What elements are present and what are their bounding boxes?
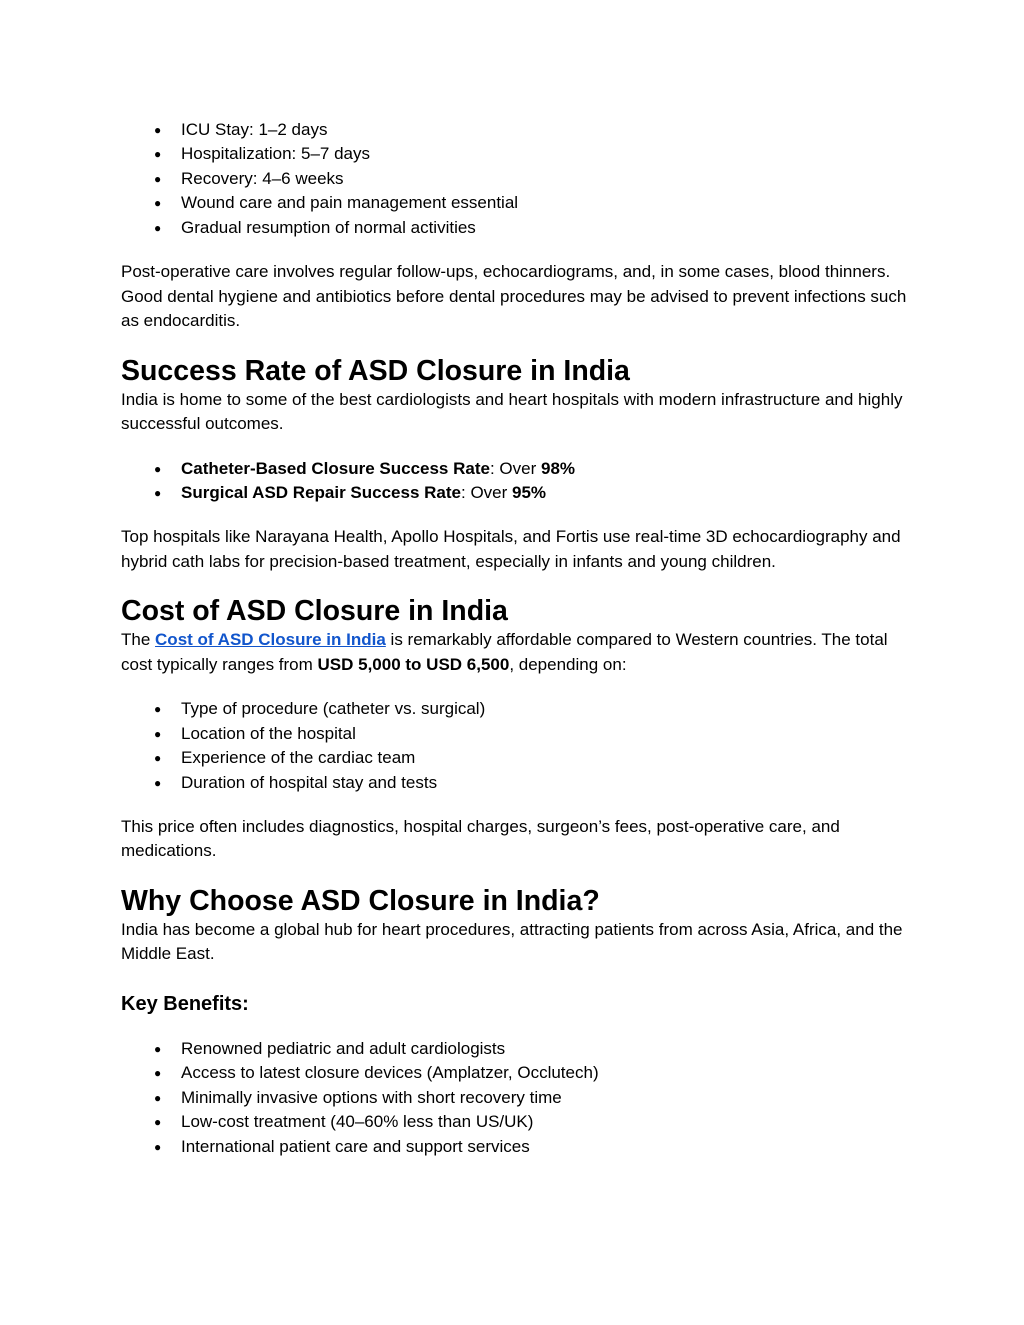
list-item: ● Minimally invasive options with short recovery time [121,1086,911,1110]
list-item: ● Experience of the cardiac team [121,746,911,770]
cost-heading: Cost of ASD Closure in India [121,595,508,628]
bullet-icon: ● [154,1115,162,1130]
cost-range: USD 5,000 to USD 6,500 [317,654,510,674]
bullet-icon: ● [154,220,162,235]
document-page [121,118,911,1159]
list-item: ● Location of the hospital [121,722,911,746]
list-item: ● Gradual resumption of normal activities [121,216,911,240]
bullet-icon: ● [154,123,162,137]
why-intro-paragraph: India has become a global hub for heart procedures, attracting patients from across Asia, Africa, and the Middle East. [121,919,903,964]
success-rate-list [121,457,911,506]
list-item: ● Renowned pediatric and adult cardiologists [121,1037,911,1061]
bullet-icon: ● [154,171,162,186]
bullet-icon: ● [154,1041,162,1056]
list-item: ● Wound care and pain management essential [121,191,911,215]
hospitals-paragraph: Top hospitals like Narayana Health, Apollo Hospitals, and Fortis use real-time 3D echocardiography and hybrid cath labs for precision-based treatment, especially in infants and young children. [121,527,901,571]
bullet-icon: ● [154,147,162,162]
bullet-icon: ● [154,196,162,211]
cost-factors-list [121,697,911,795]
success-rate-heading: Success Rate of ASD Closure in India [121,354,630,387]
list-item: ● Hospitalization: 5–7 days [121,142,911,166]
why-heading: Why Choose ASD Closure in India? [121,884,600,917]
bullet-icon: ● [154,1139,162,1154]
cost-includes-paragraph: This price often includes diagnostics, hospital charges, surgeon’s fees, post-operative care, and medications. [121,816,840,861]
bullet-icon: ● [154,1066,162,1081]
list-item: ● Low-cost treatment (40–60% less than US/UK) [121,1110,911,1134]
bullet-icon: ● [154,726,162,741]
bullet-icon: ● [154,775,162,790]
recovery-list [121,118,911,240]
bullet-icon: ● [154,751,162,766]
bullet-icon: ● [154,1090,162,1105]
list-item: ● Type of procedure (catheter vs. surgical) [121,697,911,721]
list-item: ● Access to latest closure devices (Amplatzer, Occlutech) [121,1061,911,1085]
key-benefits-heading: Key Benefits: [121,992,249,1015]
benefits-list [121,1037,911,1159]
cost-link[interactable]: Cost of ASD Closure in India [155,630,386,650]
list-item: ● ICU Stay: 1–2 days [121,118,911,142]
bullet-icon: ● [154,461,162,476]
list-item: ● International patient care and support services [121,1135,911,1159]
post-op-paragraph: Post-operative care involves regular follow-ups, echocardiograms, and, in some cases, blood thinners. Good dental hygiene and antibiotics before dental procedures may be advised to prevent infections such as endocarditis. [121,262,907,331]
list-item: ● Surgical ASD Repair Success Rate: Over 95% [121,481,911,505]
bullet-icon: ● [154,702,162,717]
list-item: ● Recovery: 4–6 weeks [121,167,911,191]
bullet-icon: ● [154,485,162,500]
success-intro-paragraph: India is home to some of the best cardiologists and heart hospitals with modern infrastructure and highly successful outcomes. [121,389,903,434]
cost-intro-paragraph: The Cost of ASD Closure in India is remarkably affordable compared to Western countries. The total cost typically ranges from USD 5,000 to USD 6,500, depending on: [121,630,888,674]
list-item: ● Duration of hospital stay and tests [121,771,911,795]
list-item: ● Catheter-Based Closure Success Rate: Over 98% [121,457,911,481]
